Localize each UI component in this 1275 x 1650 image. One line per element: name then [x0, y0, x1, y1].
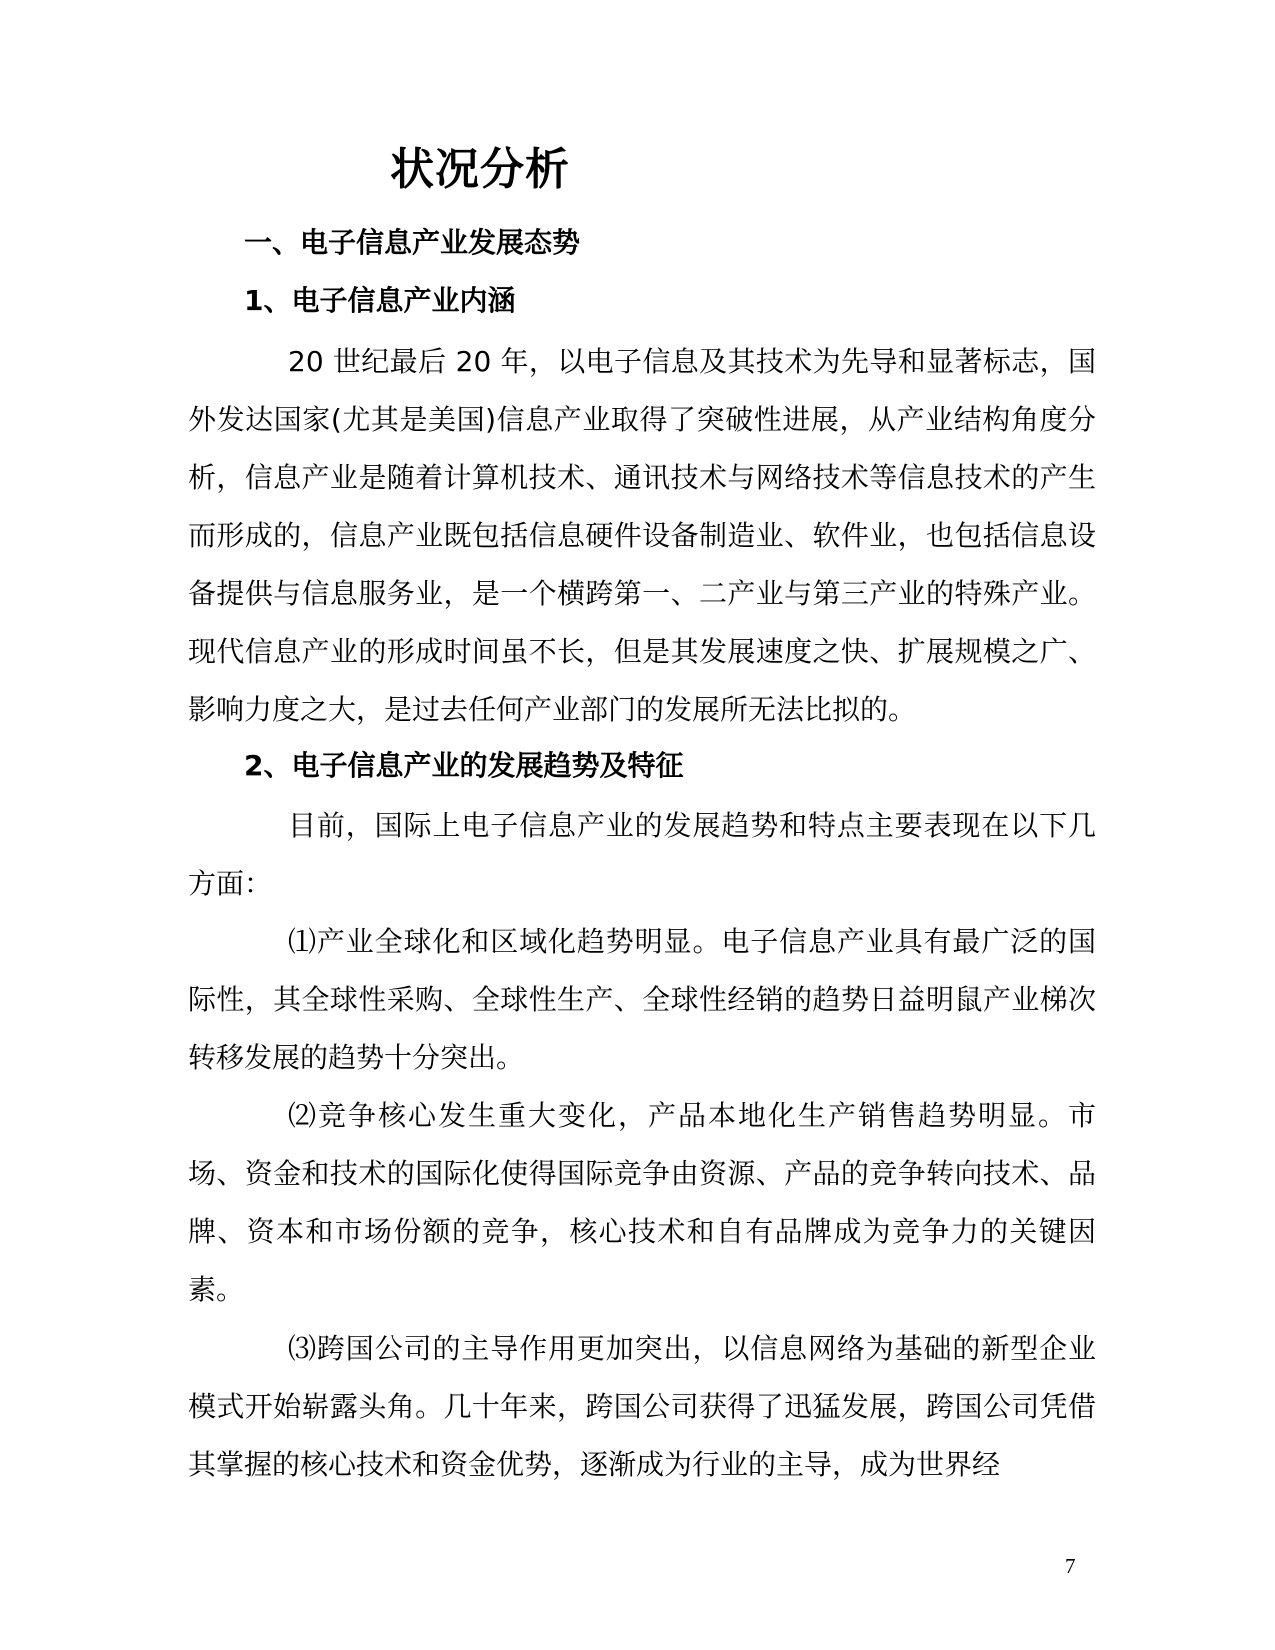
- paragraph-point-1: ⑴产业全球化和区域化趋势明显。电子信息产业具有最广泛的国际性，其全球性采购、全球性生产、全球性经销的趋势日益明鼠产业梯次转移发展的趋势十分突出。: [188, 925, 1096, 1074]
- page-number: 7: [1065, 1554, 1076, 1578]
- paragraph-point-3: ⑶跨国公司的主导作用更加突出，以信息网络为基础的新型企业模式开始崭露头角。几十年来，跨国公司获得了迅猛发展，跨国公司凭借其掌握的核心技术和资金优势，逐渐成为行业的主导，成为世界经: [188, 1332, 1096, 1481]
- subsection-heading-1: 1、电子信息产业内涵: [244, 284, 516, 317]
- paragraph-industry-definition: 20 世纪最后 20 年，以电子信息及其技术为先导和显著标志，国外发达国家(尤其是美国)信息产业取得了突破性进展，从产业结构角度分析，信息产业是随着计算机技术、通讯技术与网络技术等信息技术的产生而形成的，信息产业既包括信息硬件设备制造业、软件业，也包括信息设备提供与信息服务业，是一个横跨第一、二产业与第三产业的特殊产业。现代信息产业的形成时间虽不长，但是其发展速度之快、扩展规模之广、影响力度之大，是过去任何产业部门的发展所无法比拟的。: [188, 345, 1096, 726]
- section-heading-1: 一、电子信息产业发展态势: [244, 226, 581, 259]
- page-title: 状况分析: [390, 144, 570, 195]
- subsection-heading-2: 2、电子信息产业的发展趋势及特征: [244, 749, 684, 782]
- paragraph-point-2: ⑵竞争核心发生重大变化，产品本地化生产销售趋势明显。市场、资金和技术的国际化使得国际竞争由资源、产品的竞争转向技术、品牌、资本和市场份额的竞争，核心技术和自有品牌成为竞争力的关键因素。: [188, 1099, 1096, 1306]
- paragraph-trends-intro: 目前，国际上电子信息产业的发展趋势和特点主要表现在以下几方面：: [188, 809, 1096, 900]
